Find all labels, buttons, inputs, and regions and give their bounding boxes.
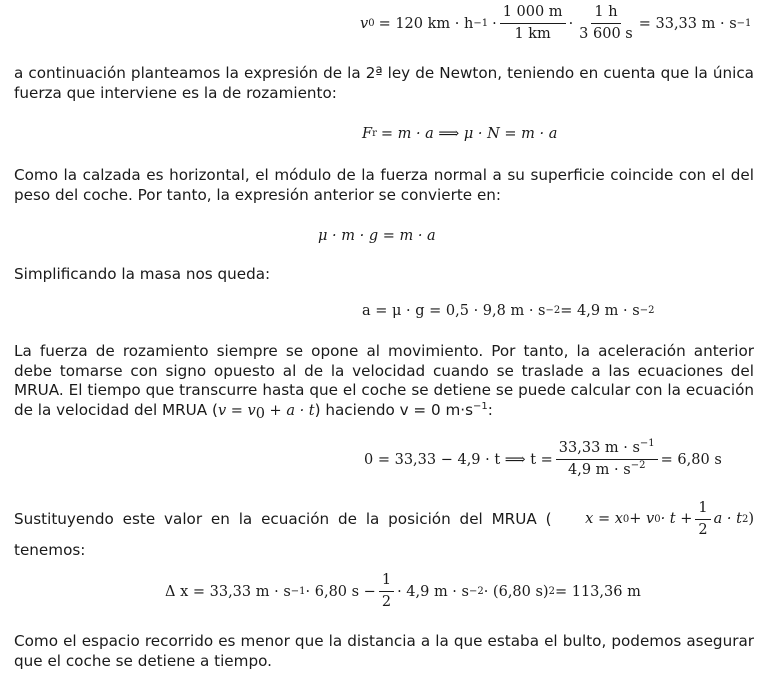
eq5-fraction (556, 440, 658, 479)
eq3-text: μ · m · g = m · a (318, 228, 436, 244)
equation-time (364, 440, 722, 479)
paragraph-friction-direction (14, 342, 754, 421)
para5-f-c: · t + (660, 510, 693, 527)
paragraph-conclusion: Como el espacio recorrido es menor que la distancia a la que estaba el bulto, podemos asegurar que el coche se detiene a tiempo. (14, 632, 754, 670)
para5-half-num: 1 (695, 500, 710, 520)
eq5-left: 0 = 33,33 − 4,9 · t ⟹ t = (364, 451, 553, 468)
eq6-left: Δ x = 33,33 m · s (165, 583, 291, 600)
eq1-f1-den: 1 km (514, 26, 551, 42)
eq6-half (379, 572, 394, 611)
eq5-num-exp: −1 (639, 438, 655, 449)
eq5-den-exp: −2 (630, 460, 646, 471)
para4-formula-v: v = v (217, 402, 256, 419)
eq6-half-num: 1 (379, 572, 394, 592)
eq1-result: = 33,33 m · s (638, 15, 737, 32)
eq6-result: = 113,36 m (554, 583, 641, 600)
eq1-value: = 120 km · h (378, 15, 474, 32)
para4-formula-sub: 0 (255, 405, 265, 422)
paragraph-newton-law: a continuación planteamos la expresión de la 2ª ley de Newton, teniendo en cuenta que la única fuerza que interviene es la de rozamiento: (14, 64, 754, 102)
para4-formula-rest: + a · t (264, 402, 315, 419)
para4-after-exp: −1 (473, 400, 488, 412)
eq5-den-text: 4,9 m · s (568, 462, 631, 478)
eq1-f1-num: 1 000 m (500, 4, 566, 24)
para5-f-d: a · t (713, 510, 742, 527)
eq1-dot1: · (492, 15, 497, 32)
equation-acceleration: a = μ · g = 0,5 · 9,8 m · s −2 = 4,9 m · s −2 (362, 303, 655, 319)
para5-f-a: x = x (585, 510, 623, 527)
para5-line2: tenemos: (14, 541, 86, 559)
para5-line1 (14, 500, 754, 539)
para4-text: La fuerza de rozamiento siempre se opone al movimiento. Por tanto, la aceleración anterior debe tomarse con signo opuesto al de la velocidad cuando se traslade a las ecuaciones del MRUA. El tiempo que transcurre hasta que el coche se detiene se puede calcular con la ecuación de la velocidad del MRUA ( (14, 342, 754, 419)
eq5-right: = 6,80 s (660, 451, 722, 468)
eq1-f2-num: 1 h (591, 4, 620, 24)
para5-f-end: ) (748, 510, 754, 527)
eq1-fraction-2 (576, 4, 636, 43)
para5-formula: x = x 0 + v 0 · t + $\frac{1}{2}$ a · t 2 ) (585, 500, 754, 538)
eq1-lhs: v (360, 15, 369, 32)
para4-end: : (487, 400, 493, 419)
paragraph-simplify: Simplificando la masa nos queda: (14, 265, 271, 283)
eq6-half-den: 2 (381, 594, 392, 610)
eq6-mid3: · (6,80 s) (483, 583, 549, 600)
equation-displacement: Δ x = 33,33 m · s −1 · 6,80 s − $\frac{1}{2}$ · 4,9 m · s −2 · (6,80 s) 2 = 113,36 m (165, 572, 641, 610)
para4-after: ) haciendo v = 0 m·s (314, 400, 474, 419)
eq5-num-text: 33,33 m · s (558, 440, 640, 456)
paragraph-position-equation (14, 500, 754, 560)
eq5-num (556, 440, 658, 460)
para5-text: Sustituyendo este valor en la ecuación de la posición del MRUA ( (14, 509, 552, 528)
eq5-den (565, 460, 648, 479)
para5-f-b: + v (629, 510, 655, 527)
equation-friction-force: F r = m · a ⟹ μ · N = m · a (362, 126, 558, 142)
para5-half (695, 500, 710, 539)
eq6-mid2: · 4,9 m · s (397, 583, 469, 600)
eq2-rest: = m · a ⟹ μ · N = m · a (380, 126, 558, 142)
eq4-mid: = 4,9 m · s (560, 303, 640, 319)
eq1-f2-den: 3 600 s (579, 26, 633, 42)
eq4-main: a = μ · g = 0,5 · 9,8 m · s (362, 303, 546, 319)
eq1-fraction-1 (500, 4, 566, 43)
paragraph-horizontal-road: Como la calzada es horizontal, el módulo de la fuerza normal a su superficie coincide con el del peso del coche. Por tanto, la expresión anterior se convierte en: (14, 166, 754, 204)
equation-weight (318, 228, 436, 244)
eq6-mid: · 6,80 s − (305, 583, 376, 600)
equation-velocity-conversion: v 0 = 120 km · h −1 · $\frac{1 000 m}{1 km}$ · $\frac{1 h}{3 600 s}$ = 33,33 m · s −1 (360, 4, 752, 42)
eq1-dot2: · (568, 15, 574, 32)
eq2-F: F (362, 126, 373, 142)
para5-half-den: 2 (698, 522, 708, 538)
